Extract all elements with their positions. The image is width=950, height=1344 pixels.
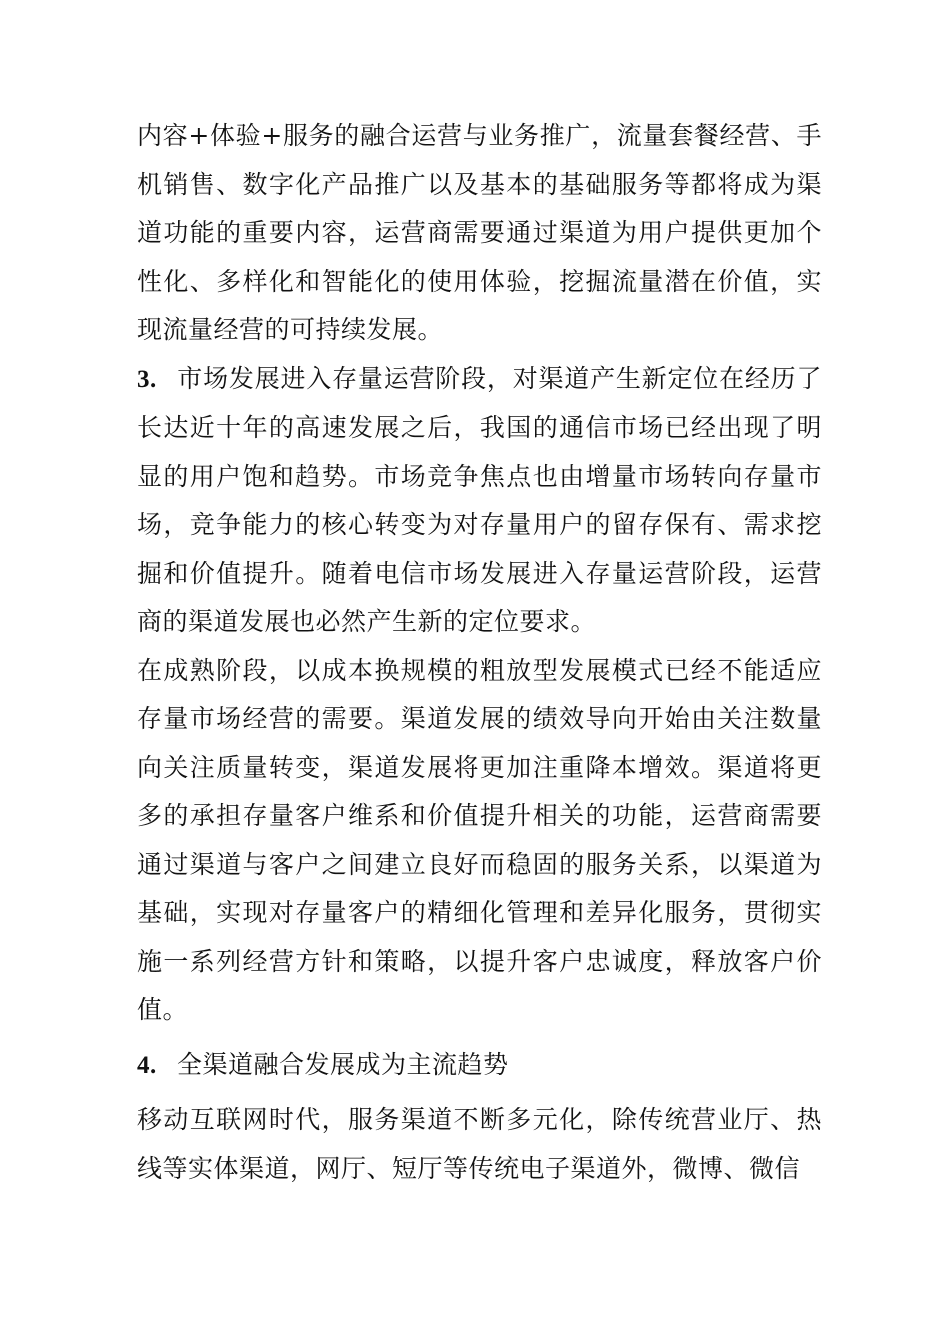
section-4 [137, 1041, 822, 1091]
section-3 [137, 355, 822, 647]
paragraph-mature-stage: 在成熟阶段，以成本换规模的粗放型发展模式已经不能适应存量市场经营的需要。渠道发展的绩效导向开始由关注数量向关注质量转变，渠道发展将更加注重降本增效。渠道将更多的承担存量客户维系和价值提升相关的功能，运营商需要通过渠道与客户之间建立良好而稳固的服务关系，以渠道为基础，实现对存量客户的精细化管理和差异化服务，贯彻实施一系列经营方针和策略，以提升客户忠诚度，释放客户价值。 [137, 655, 822, 1024]
paragraph-traffic-operations: 内容+体验+服务的融合运营与业务推广，流量套餐经营、手机销售、数字化产品推广以及基本的基础服务等都将成为渠道功能的重要内容，运营商需要通过渠道为用户提供更加个性化、多样化和智能化的使用体验，挖掘流量潜在价值，实现流量经营的可持续发展。 [137, 121, 822, 344]
section-3-number: 3. [137, 365, 157, 393]
paragraph-mobile-internet: 移动互联网时代，服务渠道不断多元化，除传统营业厅、热线等实体渠道，网厅、短厅等传统电子渠道外，微博、微信 [137, 1105, 822, 1183]
section-4-heading: 全渠道融合发展成为主流趋势 [177, 1049, 509, 1079]
section-3-text: 市场发展进入存量运营阶段，对渠道产生新定位在经历了长达近十年的高速发展之后，我国的通信市场已经出现了明显的用户饱和趋势。市场竞争焦点也由增量市场转向存量市场，竞争能力的核心转变为对存量用户的留存保有、需求挖掘和价值提升。随着电信市场发展进入存量运营阶段，运营商的渠道发展也必然产生新的定位要求。 [137, 363, 822, 636]
section-4-number: 4. [137, 1051, 157, 1079]
document-body [137, 112, 822, 1193]
